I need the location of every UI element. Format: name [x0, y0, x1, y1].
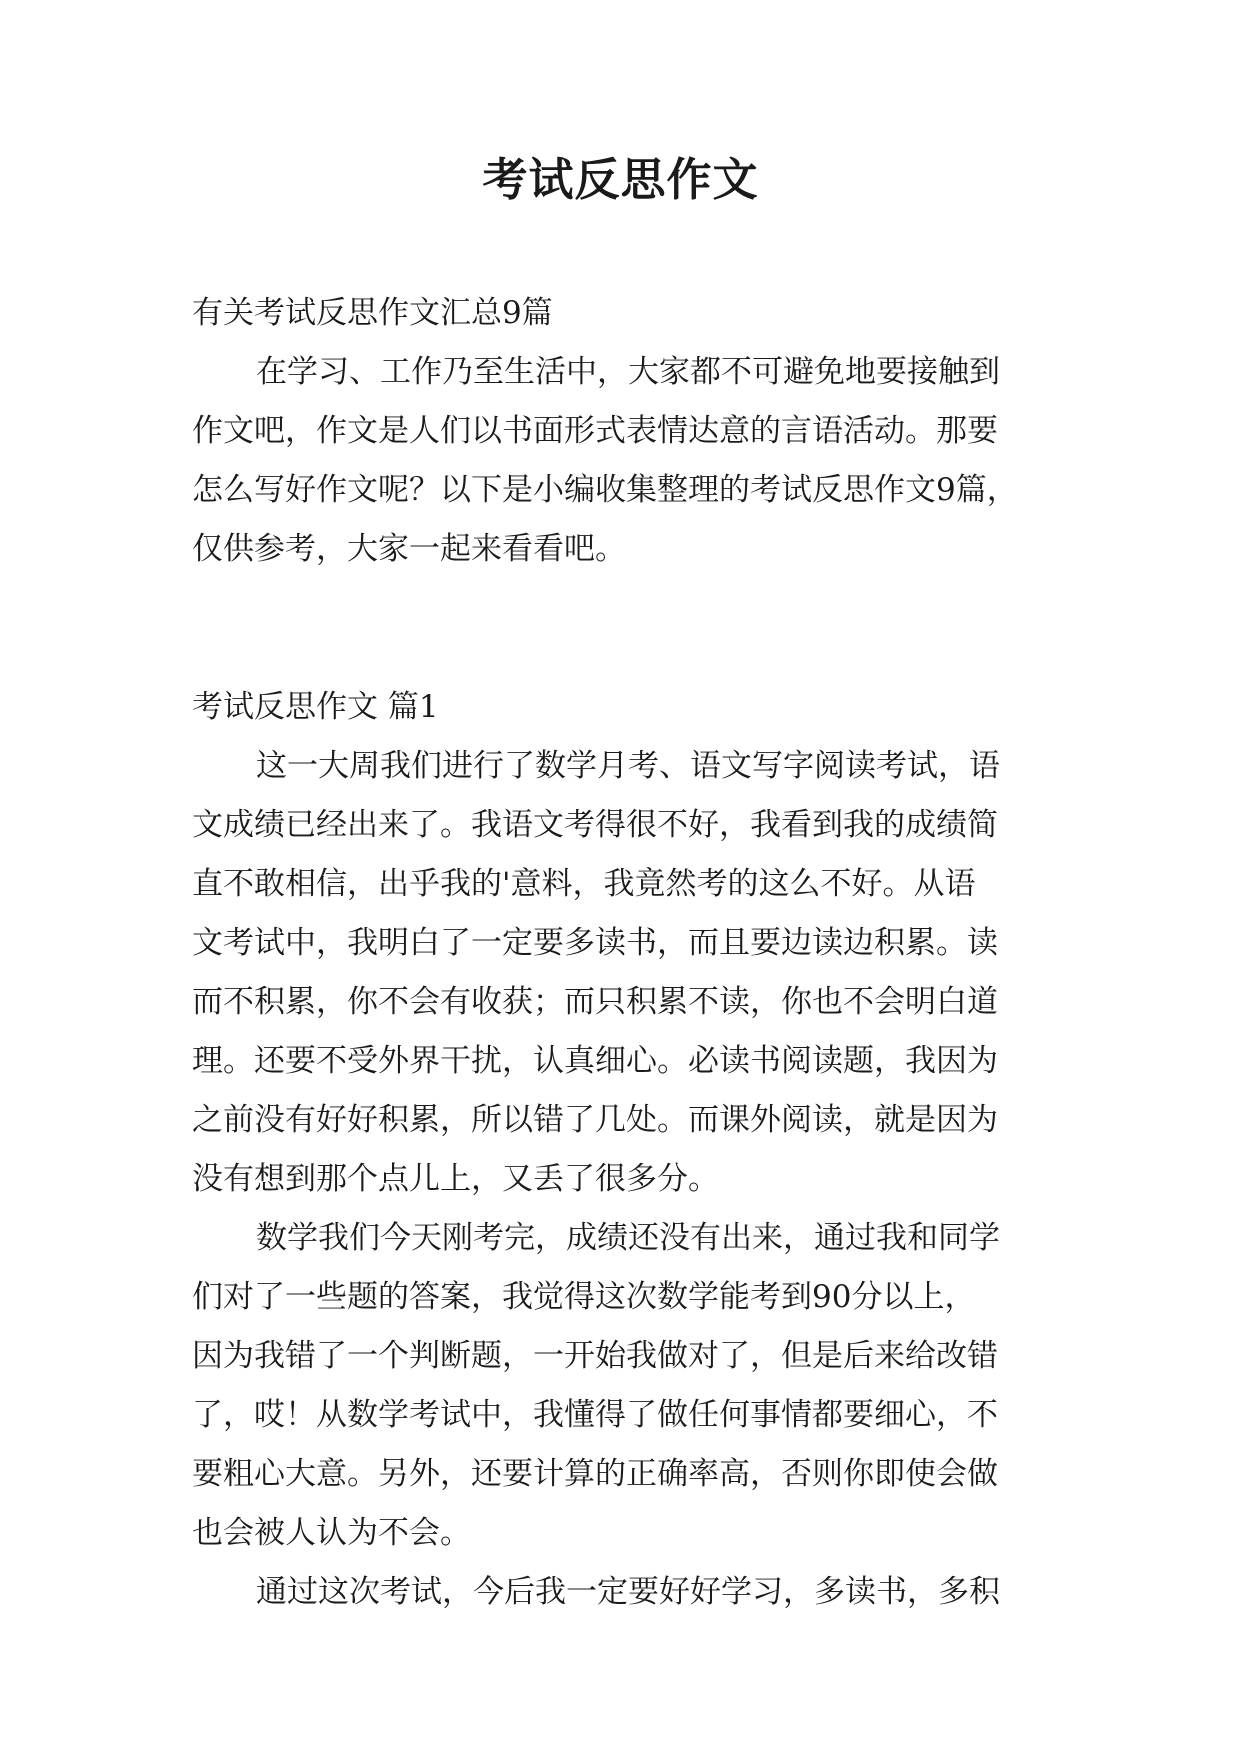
text-line: 这一大周我们进行了数学月考、语文写字阅读考试，语 — [256, 748, 1000, 784]
text-line: 之前没有好好积累，所以错了几处。而课外阅读，就是因为 — [192, 1102, 998, 1138]
text-line: 理。还要不受外界干扰，认真细心。必读书阅读题，我因为 — [192, 1043, 998, 1079]
text-line: 们对了一些题的答案，我觉得这次数学能考到90分以上， — [192, 1279, 976, 1315]
text-line: 没有想到那个点儿上，又丢了很多分。 — [192, 1161, 719, 1197]
intro-paragraph — [192, 343, 1062, 579]
text-line: 仅供参考，大家一起来看看吧。 — [192, 531, 626, 567]
text-line: 在学习、工作乃至生活中，大家都不可避免地要接触到 — [256, 354, 1000, 390]
text-line: 怎么写好作文呢？以下是小编收集整理的考试反思作文9篇， — [192, 472, 1018, 508]
text-line: 而不积累，你不会有收获；而只积累不读，你也不会明白道 — [192, 984, 998, 1020]
text-line: 因为我错了一个判断题，一开始我做对了，但是后来给改错 — [192, 1338, 998, 1374]
text-line: 也会被人认为不会。 — [192, 1515, 471, 1551]
document-body — [192, 284, 1062, 1622]
text-line: 了，哎！从数学考试中，我懂得了做任何事情都要细心，不 — [192, 1397, 998, 1433]
document-title: 考试反思作文 — [482, 153, 759, 206]
section-gap — [192, 579, 1062, 678]
text-line: 作文吧，作文是人们以书面形式表情达意的言语活动。那要 — [192, 413, 998, 449]
section-paragraph-1 — [192, 737, 1062, 1209]
section-heading: 考试反思作文 篇1 — [192, 689, 439, 725]
text-line: 数学我们今天刚考完，成绩还没有出来，通过我和同学 — [256, 1220, 1000, 1256]
intro-heading: 有关考试反思作文汇总9篇 — [192, 295, 553, 331]
text-line: 要粗心大意。另外，还要计算的正确率高，否则你即使会做 — [192, 1456, 998, 1492]
section-paragraph-2 — [192, 1209, 1062, 1563]
section-paragraph-3 — [192, 1563, 1062, 1622]
text-line: 直不敢相信，出乎我的'意料，我竟然考的这么不好。从语 — [192, 866, 976, 902]
text-line: 文考试中，我明白了一定要多读书，而且要边读边积累。读 — [192, 925, 998, 961]
text-line: 文成绩已经出来了。我语文考得很不好，我看到我的成绩简 — [192, 807, 998, 843]
text-line: 通过这次考试，今后我一定要好好学习，多读书，多积 — [256, 1574, 1000, 1610]
